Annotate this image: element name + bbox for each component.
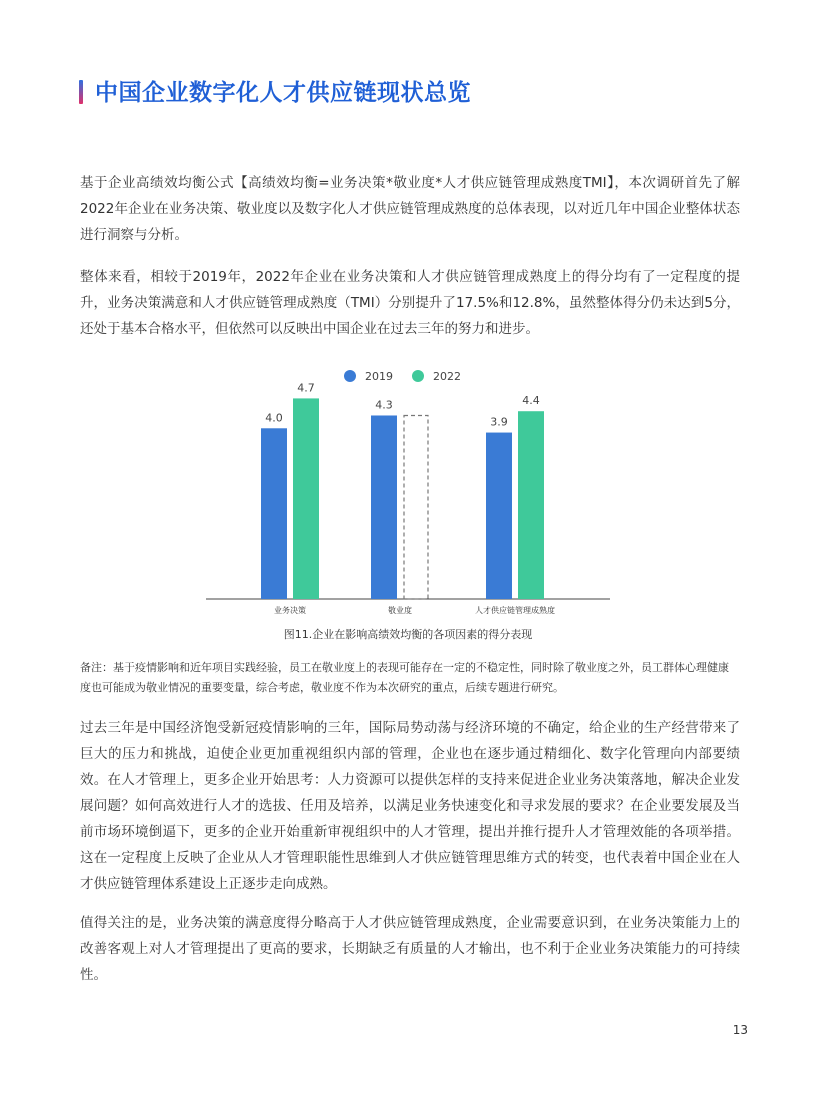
category-label-0: 业务决策 bbox=[274, 606, 306, 615]
bar-2019-0 bbox=[261, 428, 287, 599]
data-label-2019-2: 3.9 bbox=[490, 415, 508, 429]
data-label-2022-2: 4.4 bbox=[522, 394, 540, 408]
bar-2019-1 bbox=[371, 415, 397, 599]
conclusion-paragraph: 值得关注的是，业务决策的满意度得分略高于人才供应链管理成熟度，企业需要意识到，在业务决策能力上的改善客观上对人才管理提出了更高的要求，长期缺乏有质量的人才输出，也不利于企业业务决策能力的可持续性。 bbox=[80, 915, 740, 983]
data-label-2019-1: 4.3 bbox=[375, 398, 393, 412]
legend-label-2022: 2022 bbox=[433, 370, 461, 383]
category-label-2: 人才供应链管理成熟度 bbox=[475, 606, 555, 615]
legend-swatch-2022 bbox=[412, 370, 424, 382]
data-label-2022-0: 4.7 bbox=[297, 381, 315, 395]
analysis-paragraph: 过去三年是中国经济饱受新冠疫情影响的三年，国际局势动荡与经济环境的不确定，给企业的生产经营带来了巨大的压力和挑战，迫使企业更加重视组织内部的管理，企业也在逐步通过精细化、数字化管理向内部要绩效。在人才管理上，更多企业开始思考：人力资源可以提供怎样的支持来促进企业业务决策落地，解决企业发展问题？如何高效进行人才的选拔、任用及培养，以满足业务快速变化和寻求发展的要求？在企业要发展及当前市场环境倒逼下，更多的企业开始重新审视组织中的人才管理，提出并推行提升人才管理效能的各项举措。这在一定程度上反映了企业从人才管理职能性思维到人才供应链管理思维方式的转变，也代表着中国企业在人才供应链管理体系建设上正逐步走向成熟。 bbox=[80, 720, 740, 892]
bar-2022-0 bbox=[293, 398, 319, 599]
legend-swatch-2019 bbox=[344, 370, 356, 382]
data-label-2019-0: 4.0 bbox=[265, 411, 283, 425]
category-label-1: 敬业度 bbox=[388, 606, 412, 615]
title-accent-bar bbox=[79, 80, 83, 104]
figure-caption: 图11.企业在影响高绩效均衡的各项因素的得分表现 bbox=[283, 628, 533, 641]
bar-2022-2 bbox=[518, 411, 544, 599]
page-title: 中国企业数字化人才供应链现状总览 bbox=[95, 80, 471, 106]
bar-placeholder-2022-1 bbox=[404, 415, 428, 599]
overview-paragraph: 整体来看，相较于2019年，2022年企业在业务决策和人才供应链管理成熟度上的得分均有了一定程度的提升，业务决策满意和人才供应链管理成熟度（TMI）分别提升了17.5%和12.8%，虽然整体得分仍未达到5分，还处于基本合格水平，但依然可以反映出中国企业在过去三年的努力和进步。 bbox=[80, 269, 740, 337]
page-number: 13 bbox=[732, 1023, 748, 1037]
intro-paragraph: 基于企业高绩效均衡公式【高绩效均衡=业务决策*敬业度*人才供应链管理成熟度TMI】，本次调研首先了解2022年企业在业务决策、敬业度以及数字化人才供应链管理成熟度的总体表现，以对近几年中国企业整体状态进行洞察与分析。 bbox=[80, 175, 740, 243]
score-bar-chart bbox=[200, 360, 616, 622]
bar-2019-2 bbox=[486, 433, 512, 599]
footnote: 备注：基于疫情影响和近年项目实践经验，员工在敬业度上的表现可能存在一定的不稳定性，同时除了敬业度之外，员工群体心理健康度也可能成为敬业情况的重要变量，综合考虑，敬业度不作为本次研究的重点，后续专题进行研究。 bbox=[80, 661, 729, 694]
legend-label-2019: 2019 bbox=[365, 370, 393, 383]
